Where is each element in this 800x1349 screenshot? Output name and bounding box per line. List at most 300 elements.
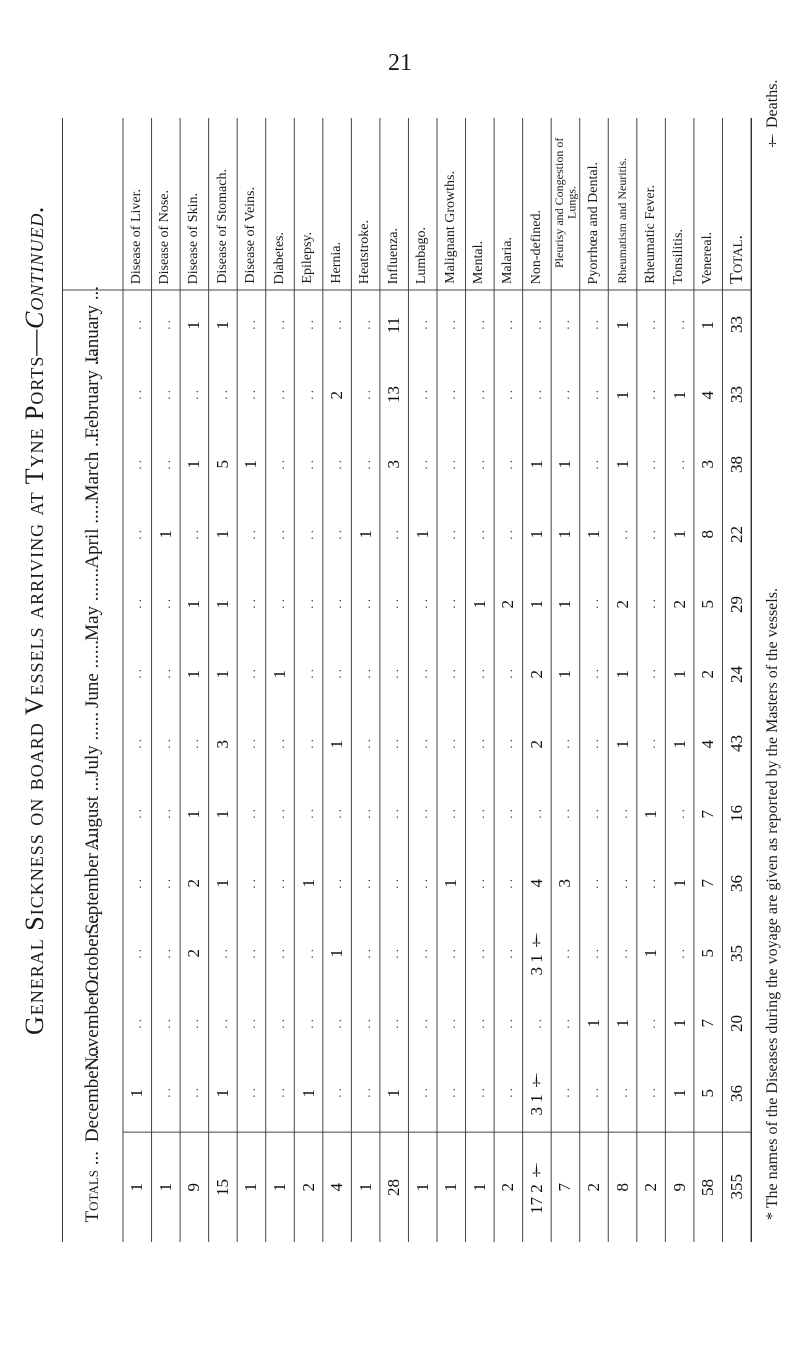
- empty-dots: . .: [329, 878, 345, 889]
- table-cell: [494, 709, 523, 779]
- empty-dots: . .: [557, 320, 573, 330]
- table-cell: [180, 1152, 209, 1222]
- table-cell: [294, 779, 323, 849]
- empty-dots: . .: [329, 1088, 345, 1099]
- month-label: [63, 833, 123, 934]
- table-cell: [123, 430, 152, 500]
- column-label: [637, 118, 666, 290]
- cell-value: 3: [698, 460, 718, 469]
- column-label: [266, 118, 295, 290]
- table-cell: [380, 1152, 409, 1222]
- cell-value: 15: [212, 1178, 232, 1196]
- cell-value: 1: [184, 600, 204, 609]
- cell-value: 4: [698, 739, 718, 749]
- table-cell: [209, 709, 238, 779]
- table-cell: [437, 779, 466, 849]
- empty-dots: . .: [243, 669, 259, 680]
- empty-dots: . .: [471, 948, 487, 959]
- table-cell: [437, 569, 466, 639]
- empty-dots: . .: [129, 739, 145, 749]
- table-cell: [637, 430, 666, 500]
- cell-value: 1: [641, 809, 661, 819]
- column-label-text: Venereal.: [699, 231, 715, 284]
- table-cell: [637, 569, 666, 639]
- table-cell: [237, 709, 266, 779]
- empty-dots: . .: [500, 808, 516, 819]
- table-cell: [665, 779, 694, 849]
- column-label: [237, 118, 266, 290]
- table-cell: [437, 988, 466, 1058]
- column-label-text: Disease of Stomach.: [214, 169, 230, 284]
- empty-dots: . .: [214, 948, 230, 959]
- cell-value: 8: [612, 1182, 632, 1192]
- table-cell: [294, 849, 323, 919]
- column-label: [152, 118, 181, 290]
- sickness-table: [62, 118, 752, 1242]
- cell-value: 1: [583, 1019, 603, 1028]
- table-cell: [123, 360, 152, 430]
- table-cell: [351, 988, 380, 1058]
- column-label: [294, 118, 323, 290]
- table-cell: [551, 849, 580, 919]
- table-cell: [694, 919, 723, 989]
- month-label-text: July ......: [82, 711, 103, 777]
- table-cell: [351, 360, 380, 430]
- table-cell: [209, 360, 238, 430]
- empty-dots: . .: [243, 599, 259, 610]
- column-label: [580, 118, 609, 290]
- table-cell: [551, 360, 580, 430]
- table-cell: [637, 779, 666, 849]
- empty-dots: . .: [386, 948, 402, 959]
- table-cell: [123, 1058, 152, 1128]
- table-cell: [551, 500, 580, 570]
- cell-value: 43: [726, 735, 746, 753]
- table-cell: [209, 919, 238, 989]
- cell-value: 1: [327, 739, 347, 749]
- table-cell: [523, 569, 552, 639]
- cell-value: 1: [441, 1182, 461, 1192]
- table-cell: [323, 639, 352, 709]
- table-cell: [209, 779, 238, 849]
- table-cell: [722, 360, 751, 430]
- running-title: [22, 60, 48, 1180]
- cell-value: 33: [726, 316, 746, 334]
- empty-dots: . .: [386, 739, 402, 749]
- cell-value: 2: [641, 1182, 661, 1192]
- month-label: [63, 285, 123, 364]
- table-cell: [266, 430, 295, 500]
- empty-dots: . .: [157, 320, 173, 330]
- cell-value: 1: [612, 739, 632, 749]
- cell-value: 22: [726, 525, 746, 543]
- column-label-text: Rheumatism and Neuritis.: [615, 158, 630, 284]
- table-cell: [209, 849, 238, 919]
- empty-dots: . .: [129, 669, 145, 680]
- table-cell: [694, 779, 723, 849]
- table-cell: [294, 639, 323, 709]
- table-cell: [380, 709, 409, 779]
- empty-dots: . .: [471, 739, 487, 749]
- table-cell: [494, 290, 523, 360]
- cell-value: 9: [669, 1182, 689, 1192]
- table-cell: [637, 639, 666, 709]
- table-cell: [266, 639, 295, 709]
- table-cell: [237, 988, 266, 1058]
- table-cell: [608, 360, 637, 430]
- table-cell: [209, 1152, 238, 1222]
- column-label-text: Pleurisy and Congestion of Lungs.: [551, 137, 579, 269]
- table-cell: [722, 500, 751, 570]
- table-cell: [408, 849, 437, 919]
- table-cell: [180, 988, 209, 1058]
- empty-dots: . .: [357, 878, 373, 889]
- table-cell: [380, 988, 409, 1058]
- cell-value: 2: [498, 600, 518, 609]
- column-label-text: Disease of Veins.: [243, 187, 259, 284]
- table-cell: [294, 1058, 323, 1128]
- month-label-text: April .....: [82, 500, 103, 569]
- cell-value: 2: [526, 669, 546, 679]
- empty-dots: . .: [643, 529, 659, 540]
- table-cell: [437, 919, 466, 989]
- cell-value: 16: [726, 805, 746, 823]
- empty-dots: . .: [386, 669, 402, 680]
- empty-dots: . .: [557, 1018, 573, 1029]
- cell-value: 1: [184, 669, 204, 679]
- empty-dots: . .: [357, 1018, 373, 1029]
- cell-value: 13: [384, 386, 404, 404]
- cell-value: 1: [155, 530, 175, 539]
- cell-value: 1: [355, 530, 375, 539]
- column-label: [466, 118, 495, 290]
- table-cell: [551, 1152, 580, 1222]
- empty-dots: . .: [557, 808, 573, 819]
- empty-dots: . .: [443, 529, 459, 540]
- table-cell: [694, 290, 723, 360]
- empty-dots: . .: [129, 389, 145, 400]
- column-label: [351, 118, 380, 290]
- empty-dots: . .: [157, 878, 173, 889]
- cell-value: 1: [327, 949, 347, 958]
- empty-dots: . .: [243, 529, 259, 540]
- table-cell: [209, 1058, 238, 1128]
- table-cell: [722, 919, 751, 989]
- cell-value: 1: [155, 1182, 175, 1192]
- table-cell: [580, 849, 609, 919]
- table-cell: [637, 709, 666, 779]
- table-cell: [152, 988, 181, 1058]
- column-label: [180, 118, 209, 290]
- table-cell: [351, 1058, 380, 1128]
- column-label-text: Malignant Growths.: [442, 171, 458, 284]
- table-cell: [466, 1058, 495, 1128]
- cell-value: 2: [184, 879, 204, 888]
- cell-value: 24: [726, 665, 746, 683]
- empty-dots: . .: [214, 1018, 230, 1029]
- table-cell: [466, 709, 495, 779]
- empty-dots: . .: [414, 808, 430, 819]
- table-cell: [323, 430, 352, 500]
- table-cell: [637, 1058, 666, 1128]
- cell-value: 1: [641, 949, 661, 958]
- table-cell: [551, 639, 580, 709]
- table-cell: [323, 919, 352, 989]
- column-label-text: Hernia.: [328, 242, 344, 284]
- empty-dots: . .: [471, 529, 487, 540]
- table-cell: [637, 1152, 666, 1222]
- table-cell: [294, 919, 323, 989]
- table-cell: [180, 709, 209, 779]
- empty-dots: . .: [414, 669, 430, 680]
- footnote-dagger: † Deaths.: [764, 80, 781, 150]
- empty-dots: . .: [186, 1088, 202, 1099]
- empty-dots: . .: [643, 459, 659, 470]
- table-cell: [351, 779, 380, 849]
- table-cell: [551, 430, 580, 500]
- table-cell: [437, 290, 466, 360]
- column-label-text: Tonsilitis.: [671, 228, 687, 284]
- cell-value: 1: [241, 1182, 261, 1192]
- empty-dots: . .: [643, 1018, 659, 1029]
- empty-dots: . .: [329, 459, 345, 470]
- empty-dots: . .: [500, 878, 516, 889]
- table-cell: [266, 709, 295, 779]
- table-cell: [523, 849, 552, 919]
- empty-dots: . .: [300, 320, 316, 330]
- empty-dots: . .: [585, 808, 601, 819]
- table-cell: [437, 639, 466, 709]
- table-cell: [580, 500, 609, 570]
- empty-dots: . .: [414, 320, 430, 330]
- empty-dots: . .: [329, 808, 345, 819]
- cell-value: 2: [327, 390, 347, 400]
- empty-dots: . .: [243, 389, 259, 400]
- table-cell: [523, 919, 552, 989]
- table-cell: [494, 779, 523, 849]
- table-cell: [466, 779, 495, 849]
- table-cell: [494, 849, 523, 919]
- table-cell: [580, 709, 609, 779]
- empty-dots: . .: [186, 529, 202, 540]
- table-cell: [266, 1058, 295, 1128]
- table-cell: [180, 500, 209, 570]
- cell-value: 1: [212, 669, 232, 679]
- cell-value: 38: [726, 456, 746, 474]
- table-cell: [351, 290, 380, 360]
- table-cell: [523, 290, 552, 360]
- table-cell: [437, 360, 466, 430]
- running-title-main: General Sickness on board Vessels arriving at Tyne Ports—: [20, 328, 49, 1036]
- empty-dots: . .: [357, 459, 373, 470]
- table-cell: [323, 360, 352, 430]
- column-label: [694, 118, 723, 290]
- empty-dots: . .: [414, 739, 430, 749]
- empty-dots: . .: [129, 320, 145, 330]
- column-label-text: Influenza.: [385, 227, 401, 284]
- empty-dots: . .: [300, 459, 316, 470]
- empty-dots: . .: [271, 459, 287, 470]
- table-cell: [580, 1058, 609, 1128]
- table-cell: [152, 849, 181, 919]
- table-cell: [380, 1058, 409, 1128]
- table-cell: [152, 919, 181, 989]
- cell-value: 1: [441, 879, 461, 888]
- month-label-text: May .......: [82, 567, 103, 641]
- empty-dots: . .: [271, 389, 287, 400]
- table-cell: [152, 1152, 181, 1222]
- column-label-text: Pyorrhœa and Dental.: [585, 161, 601, 284]
- table-cell: [466, 988, 495, 1058]
- table-cell: [152, 569, 181, 639]
- empty-dots: . .: [243, 808, 259, 819]
- cell-value: 2: [498, 1182, 518, 1192]
- cell-value: 1: [127, 1182, 147, 1192]
- table-cell: [722, 430, 751, 500]
- cell-value: 1: [526, 460, 546, 469]
- empty-dots: . .: [129, 808, 145, 819]
- table-cell: [494, 1152, 523, 1222]
- empty-dots: . .: [414, 459, 430, 470]
- table-cell: [380, 290, 409, 360]
- footnote-star: * The names of the Diseases during the voyage are given as reported by the Masters of the vessels.: [764, 588, 781, 1220]
- empty-dots: . .: [614, 1088, 630, 1099]
- table-cell: [323, 290, 352, 360]
- month-label-text: October ...: [82, 913, 103, 994]
- table-cell: [209, 430, 238, 500]
- table-cell: [722, 290, 751, 360]
- empty-dots: . .: [386, 1018, 402, 1029]
- empty-dots: . .: [443, 599, 459, 610]
- month-label: [63, 569, 123, 639]
- empty-dots: . .: [471, 1018, 487, 1029]
- table-cell: [408, 709, 437, 779]
- table-cell: [494, 919, 523, 989]
- table-cell: [123, 988, 152, 1058]
- empty-dots: . .: [643, 599, 659, 610]
- table-cell: [180, 779, 209, 849]
- table-cell: [523, 988, 552, 1058]
- table-cell: [694, 430, 723, 500]
- column-label-text: Total.: [726, 234, 747, 284]
- empty-dots: . .: [157, 948, 173, 959]
- column-label: [494, 118, 523, 290]
- empty-dots: . .: [500, 1018, 516, 1029]
- empty-dots: . .: [329, 320, 345, 330]
- cell-value: 8: [698, 530, 718, 539]
- table-cell: [608, 1152, 637, 1222]
- table-cell: [152, 639, 181, 709]
- empty-dots: . .: [329, 529, 345, 540]
- table-cell: [608, 639, 637, 709]
- table-cell: [466, 639, 495, 709]
- column-label-text: Mental.: [471, 240, 487, 284]
- table-cell: [466, 849, 495, 919]
- table-cell: [551, 1058, 580, 1128]
- empty-dots: . .: [443, 1088, 459, 1099]
- table-cell: [722, 569, 751, 639]
- cell-value: 2: [583, 1182, 603, 1192]
- cell-value: 4: [327, 1182, 347, 1192]
- table-cell: [551, 779, 580, 849]
- empty-dots: . .: [300, 599, 316, 610]
- empty-dots: . .: [243, 1018, 259, 1029]
- table-cell: [466, 290, 495, 360]
- month-label: [63, 1152, 123, 1222]
- table-cell: [523, 430, 552, 500]
- month-label-text: August ...: [82, 776, 103, 851]
- cell-value: 7: [555, 1182, 575, 1192]
- table-cell: [123, 290, 152, 360]
- cell-value: 11: [384, 316, 404, 334]
- empty-dots: . .: [585, 320, 601, 330]
- table-cell: [294, 430, 323, 500]
- empty-dots: . .: [357, 1088, 373, 1099]
- table-cell: [466, 569, 495, 639]
- table-cell: [351, 709, 380, 779]
- empty-dots: . .: [443, 320, 459, 330]
- table-cell: [466, 919, 495, 989]
- table-cell: [380, 360, 409, 430]
- table-cell: [294, 569, 323, 639]
- column-label-text: Malaria.: [500, 236, 515, 284]
- table-cell: [722, 709, 751, 779]
- table-cell: [580, 569, 609, 639]
- table-cell: [494, 639, 523, 709]
- table-cell: [380, 569, 409, 639]
- empty-dots: . .: [528, 808, 544, 819]
- empty-dots: . .: [643, 1088, 659, 1099]
- table-cell: [351, 569, 380, 639]
- table-cell: [209, 639, 238, 709]
- table-cell: [237, 290, 266, 360]
- empty-dots: . .: [300, 948, 316, 959]
- column-label: [437, 118, 466, 290]
- table-cell: [180, 569, 209, 639]
- month-label-text: February ...: [82, 350, 103, 439]
- table-cell: [437, 709, 466, 779]
- empty-dots: . .: [357, 669, 373, 680]
- table-cell: [294, 360, 323, 430]
- empty-dots: . .: [300, 1018, 316, 1029]
- cell-value: 1: [184, 809, 204, 819]
- empty-dots: . .: [243, 320, 259, 330]
- cell-value: 1: [212, 320, 232, 330]
- cell-value: 17 2 †: [526, 1160, 546, 1214]
- column-label: [323, 118, 352, 290]
- table-cell: [494, 1058, 523, 1128]
- table-cell: [152, 1058, 181, 1128]
- table-cell: [637, 919, 666, 989]
- table-cell: [323, 1058, 352, 1128]
- table-cell: [323, 849, 352, 919]
- cell-value: 1: [583, 530, 603, 539]
- table-cell: [209, 988, 238, 1058]
- empty-dots: . .: [443, 459, 459, 470]
- table-cell: [437, 1058, 466, 1128]
- table-cell: [180, 1058, 209, 1128]
- cell-value: 1: [212, 530, 232, 539]
- month-label-text: November ..: [82, 976, 103, 1071]
- table-cell: [180, 430, 209, 500]
- table-cell: [523, 709, 552, 779]
- table-cell: [694, 569, 723, 639]
- table-cell: [152, 779, 181, 849]
- empty-dots: . .: [500, 669, 516, 680]
- cell-value: 1: [555, 530, 575, 539]
- table-cell: [351, 639, 380, 709]
- table-cell: [294, 988, 323, 1058]
